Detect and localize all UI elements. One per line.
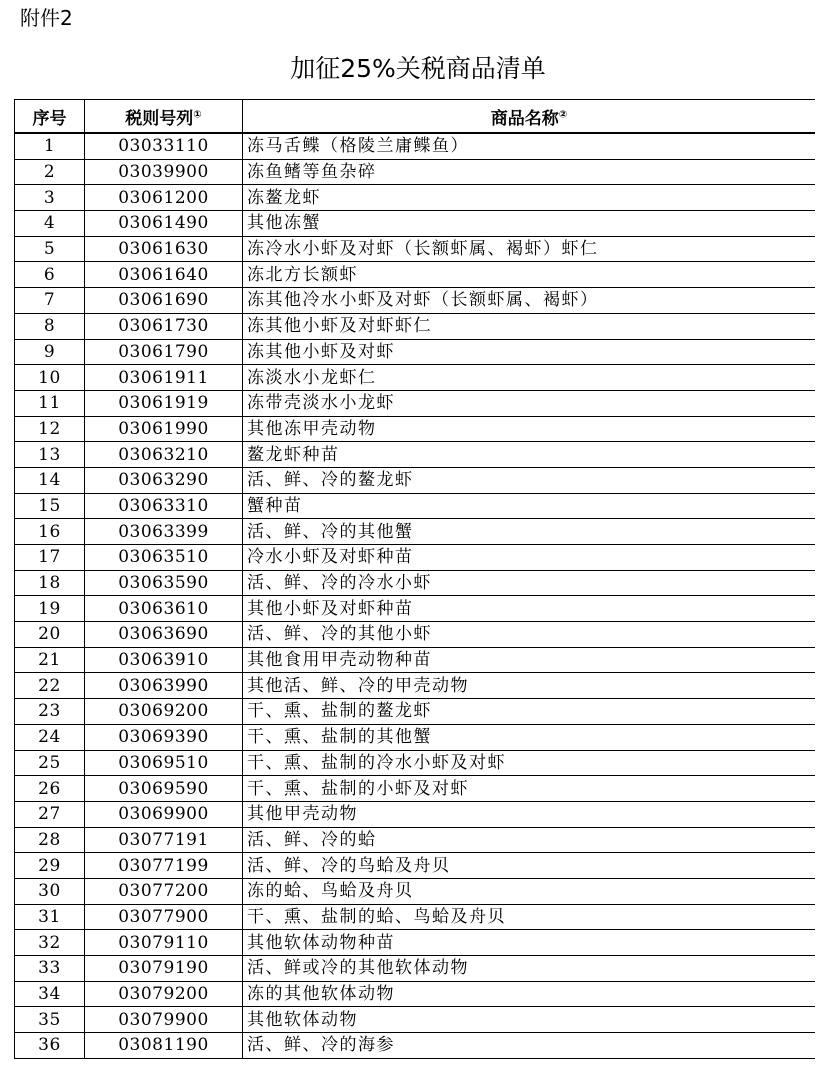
row-code-cell: 03063290 <box>85 467 243 493</box>
row-seq-cell: 12 <box>15 416 85 442</box>
table-row <box>15 519 816 545</box>
row-code-cell: 03069590 <box>85 776 243 802</box>
row-name-cell: 活、鲜、冷的蛤 <box>243 827 816 853</box>
row-seq-cell: 9 <box>15 339 85 365</box>
row-seq-cell: 7 <box>15 288 85 314</box>
table-row <box>15 878 816 904</box>
row-seq-cell: 5 <box>15 236 85 262</box>
row-name-cell: 冻鳌龙虾 <box>243 185 816 211</box>
tariff-table <box>14 99 815 1059</box>
row-seq-cell: 2 <box>15 159 85 185</box>
row-code-cell: 03063610 <box>85 596 243 622</box>
row-seq-cell: 1 <box>15 133 85 159</box>
table-row <box>15 313 816 339</box>
table-row <box>15 416 816 442</box>
row-code-cell: 03077200 <box>85 878 243 904</box>
table-row <box>15 570 816 596</box>
table-row <box>15 236 816 262</box>
row-code-cell: 03077900 <box>85 904 243 930</box>
row-code-cell: 03063310 <box>85 493 243 519</box>
row-seq-cell: 29 <box>15 853 85 879</box>
row-seq-cell: 36 <box>15 1033 85 1059</box>
header-row <box>15 100 816 134</box>
row-code-cell: 03061790 <box>85 339 243 365</box>
table-row <box>15 904 816 930</box>
header-code-footnote: ① <box>193 108 202 120</box>
row-code-cell: 03079900 <box>85 1007 243 1033</box>
row-code-cell: 03079200 <box>85 981 243 1007</box>
table-row <box>15 493 816 519</box>
table-row <box>15 596 816 622</box>
row-name-cell: 冻其他小虾及对虾 <box>243 339 816 365</box>
row-seq-cell: 35 <box>15 1007 85 1033</box>
row-code-cell: 03039900 <box>85 159 243 185</box>
row-name-cell: 冻冷水小虾及对虾（长额虾属、褐虾）虾仁 <box>243 236 816 262</box>
row-name-cell: 活、鲜或冷的其他软体动物 <box>243 956 816 982</box>
row-name-cell: 活、鲜、冷的其他蟹 <box>243 519 816 545</box>
table-row <box>15 1033 816 1059</box>
table-row <box>15 699 816 725</box>
row-seq-cell: 20 <box>15 622 85 648</box>
row-code-cell: 03063510 <box>85 545 243 571</box>
row-name-cell: 其他软体动物 <box>243 1007 816 1033</box>
row-seq-cell: 30 <box>15 878 85 904</box>
row-code-cell: 03063910 <box>85 647 243 673</box>
header-name-footnote: ② <box>558 108 568 120</box>
row-code-cell: 03081190 <box>85 1033 243 1059</box>
row-seq-cell: 26 <box>15 776 85 802</box>
row-seq-cell: 10 <box>15 365 85 391</box>
row-seq-cell: 16 <box>15 519 85 545</box>
table-row <box>15 442 816 468</box>
table-row <box>15 1007 816 1033</box>
row-seq-cell: 14 <box>15 467 85 493</box>
row-name-cell: 冻的其他软体动物 <box>243 981 816 1007</box>
row-seq-cell: 22 <box>15 673 85 699</box>
table-row <box>15 853 816 879</box>
row-code-cell: 03061690 <box>85 288 243 314</box>
row-name-cell: 干、熏、盐制的其他蟹 <box>243 724 816 750</box>
row-seq-cell: 13 <box>15 442 85 468</box>
row-code-cell: 03033110 <box>85 133 243 159</box>
row-name-cell: 冻北方长额虾 <box>243 262 816 288</box>
page-title: 加征25%关税商品清单 <box>290 54 546 83</box>
row-code-cell: 03061990 <box>85 416 243 442</box>
table-row <box>15 673 816 699</box>
row-name-cell: 冻淡水小龙虾仁 <box>243 365 816 391</box>
row-name-cell: 其他冻甲壳动物 <box>243 416 816 442</box>
row-name-cell: 活、鲜、冷的鳌龙虾 <box>243 467 816 493</box>
row-code-cell: 03069900 <box>85 801 243 827</box>
header-code <box>85 100 243 134</box>
row-seq-cell: 8 <box>15 313 85 339</box>
row-code-cell: 03079110 <box>85 930 243 956</box>
row-name-cell: 干、熏、盐制的小虾及对虾 <box>243 776 816 802</box>
table-row <box>15 159 816 185</box>
row-name-cell: 其他冻蟹 <box>243 211 816 237</box>
row-name-cell: 冻马舌鲽（格陵兰庸鲽鱼） <box>243 133 816 159</box>
row-code-cell: 03077199 <box>85 853 243 879</box>
table-body <box>15 133 816 1058</box>
row-code-cell: 03063399 <box>85 519 243 545</box>
row-seq-cell: 28 <box>15 827 85 853</box>
table-row <box>15 622 816 648</box>
table-row <box>15 390 816 416</box>
table-row <box>15 956 816 982</box>
row-seq-cell: 33 <box>15 956 85 982</box>
header-seq <box>15 100 85 134</box>
row-code-cell: 03061919 <box>85 390 243 416</box>
row-name-cell: 其他食用甲壳动物种苗 <box>243 647 816 673</box>
row-seq-cell: 4 <box>15 211 85 237</box>
row-name-cell: 干、熏、盐制的鳌龙虾 <box>243 699 816 725</box>
row-seq-cell: 23 <box>15 699 85 725</box>
tariff-table-container <box>14 99 815 1069</box>
row-name-cell: 鳌龙虾种苗 <box>243 442 816 468</box>
table-row <box>15 750 816 776</box>
row-code-cell: 03069390 <box>85 724 243 750</box>
row-code-cell: 03063990 <box>85 673 243 699</box>
table-header <box>15 100 816 134</box>
table-row <box>15 724 816 750</box>
row-seq-cell: 34 <box>15 981 85 1007</box>
row-name-cell: 冻带壳淡水小龙虾 <box>243 390 816 416</box>
row-name-cell: 活、鲜、冷的冷水小虾 <box>243 570 816 596</box>
row-name-cell: 活、鲜、冷的海参 <box>243 1033 816 1059</box>
row-seq-cell: 21 <box>15 647 85 673</box>
row-code-cell: 03063690 <box>85 622 243 648</box>
table-row <box>15 185 816 211</box>
row-name-cell: 干、熏、盐制的冷水小虾及对虾 <box>243 750 816 776</box>
table-row <box>15 288 816 314</box>
row-code-cell: 03061730 <box>85 313 243 339</box>
table-row <box>15 930 816 956</box>
row-code-cell: 03061640 <box>85 262 243 288</box>
row-name-cell: 冻其他冷水小虾及对虾（长额虾属、褐虾） <box>243 288 816 314</box>
row-seq-cell: 32 <box>15 930 85 956</box>
row-seq-cell: 31 <box>15 904 85 930</box>
row-code-cell: 03069510 <box>85 750 243 776</box>
table-row <box>15 801 816 827</box>
header-seq-label: 序号 <box>32 108 67 129</box>
row-seq-cell: 19 <box>15 596 85 622</box>
row-seq-cell: 6 <box>15 262 85 288</box>
row-name-cell: 干、熏、盐制的蛤、鸟蛤及舟贝 <box>243 904 816 930</box>
row-code-cell: 03069200 <box>85 699 243 725</box>
table-row <box>15 211 816 237</box>
row-code-cell: 03061630 <box>85 236 243 262</box>
row-name-cell: 活、鲜、冷的其他小虾 <box>243 622 816 648</box>
row-name-cell: 其他软体动物种苗 <box>243 930 816 956</box>
table-row <box>15 133 816 159</box>
attachment-label: 附件2 <box>20 6 73 30</box>
row-seq-cell: 27 <box>15 801 85 827</box>
table-row <box>15 827 816 853</box>
row-code-cell: 03063590 <box>85 570 243 596</box>
row-name-cell: 蟹种苗 <box>243 493 816 519</box>
row-name-cell: 其他活、鲜、冷的甲壳动物 <box>243 673 816 699</box>
row-code-cell: 03061200 <box>85 185 243 211</box>
row-seq-cell: 25 <box>15 750 85 776</box>
row-name-cell: 冻鱼鳍等鱼杂碎 <box>243 159 816 185</box>
table-row <box>15 262 816 288</box>
row-seq-cell: 17 <box>15 545 85 571</box>
header-code-label: 税则号列 <box>125 108 194 129</box>
table-row <box>15 647 816 673</box>
row-code-cell: 03079190 <box>85 956 243 982</box>
row-code-cell: 03061490 <box>85 211 243 237</box>
header-name-label: 商品名称 <box>490 108 559 129</box>
row-seq-cell: 24 <box>15 724 85 750</box>
table-row <box>15 981 816 1007</box>
row-seq-cell: 15 <box>15 493 85 519</box>
header-name <box>243 100 816 134</box>
row-code-cell: 03077191 <box>85 827 243 853</box>
row-name-cell: 其他甲壳动物 <box>243 801 816 827</box>
row-seq-cell: 11 <box>15 390 85 416</box>
row-name-cell: 活、鲜、冷的鸟蛤及舟贝 <box>243 853 816 879</box>
row-name-cell: 其他小虾及对虾种苗 <box>243 596 816 622</box>
row-code-cell: 03063210 <box>85 442 243 468</box>
row-seq-cell: 18 <box>15 570 85 596</box>
table-row <box>15 545 816 571</box>
table-row <box>15 467 816 493</box>
table-row <box>15 339 816 365</box>
table-row <box>15 365 816 391</box>
row-seq-cell: 3 <box>15 185 85 211</box>
row-name-cell: 冻的蛤、鸟蛤及舟贝 <box>243 878 816 904</box>
row-code-cell: 03061911 <box>85 365 243 391</box>
table-row <box>15 776 816 802</box>
row-name-cell: 冻其他小虾及对虾虾仁 <box>243 313 816 339</box>
row-name-cell: 冷水小虾及对虾种苗 <box>243 545 816 571</box>
